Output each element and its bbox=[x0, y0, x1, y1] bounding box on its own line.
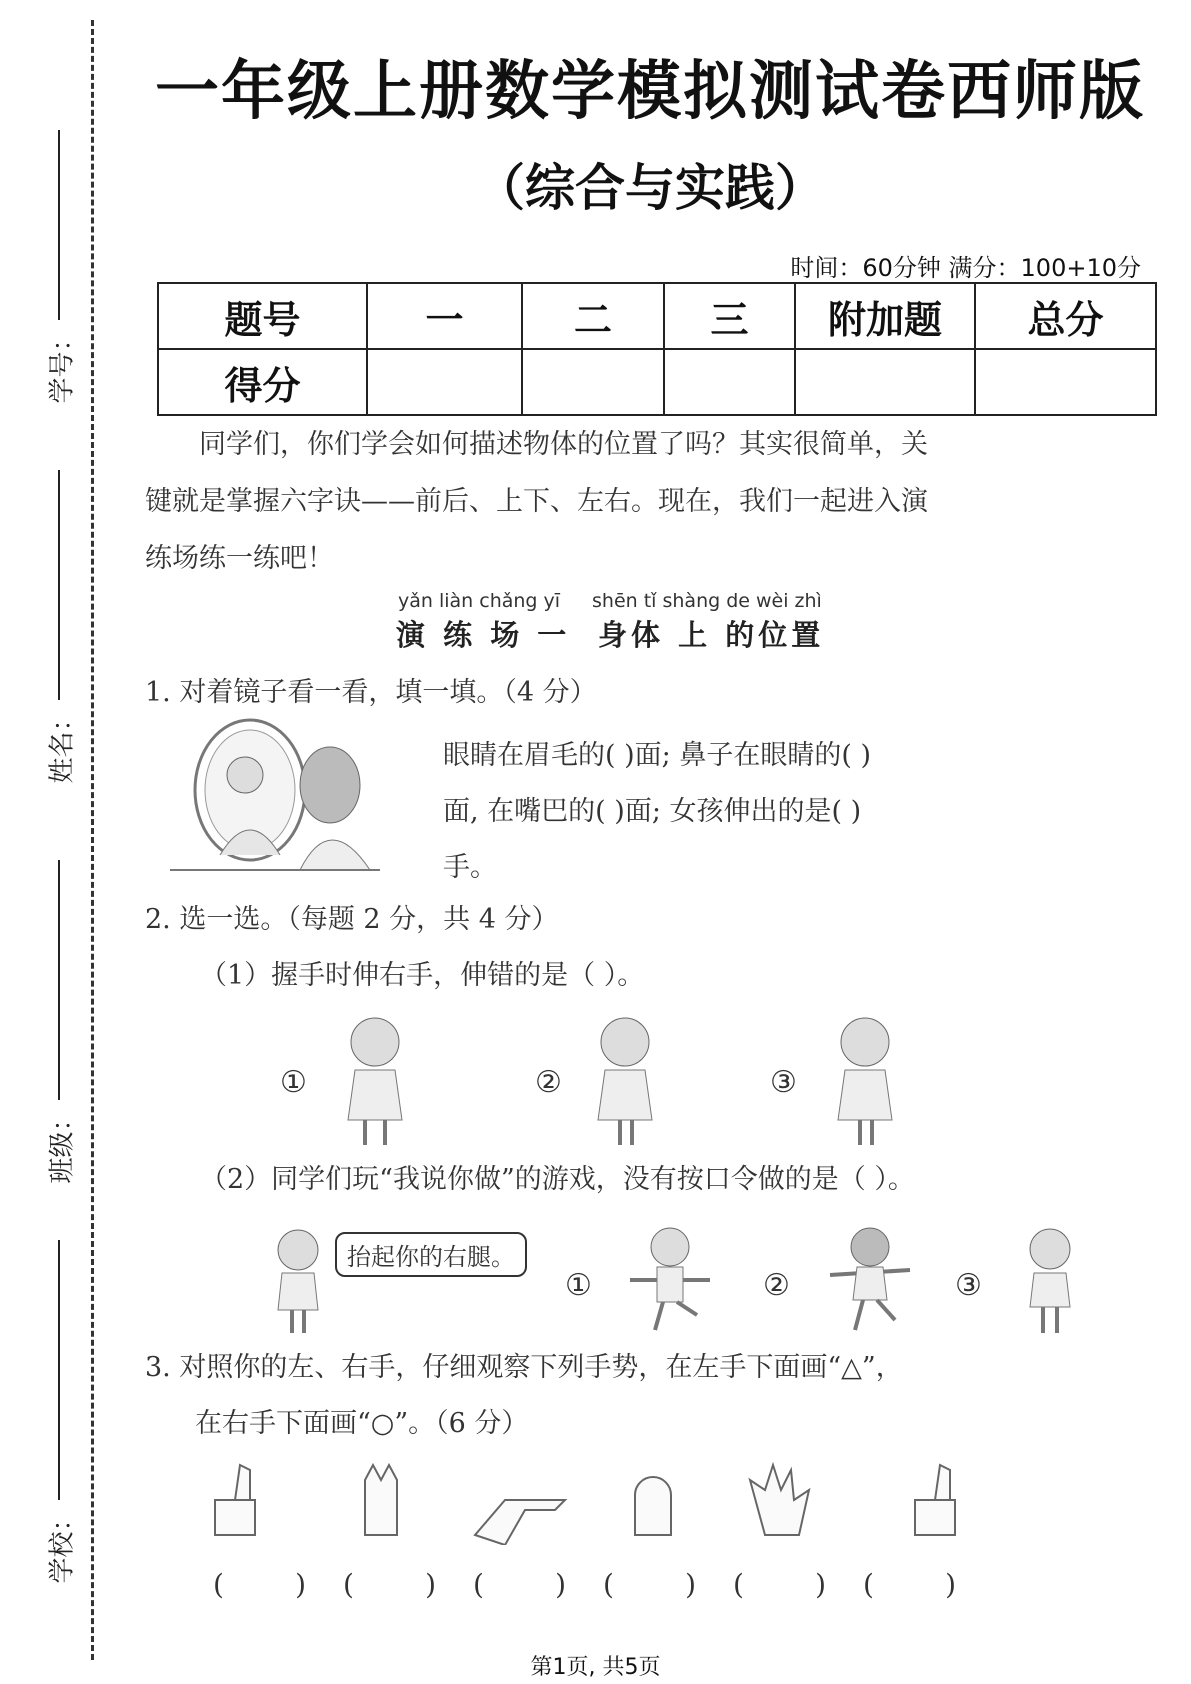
name-line bbox=[58, 470, 60, 700]
header-cell: 一 bbox=[367, 283, 522, 349]
option-1-label: ① bbox=[565, 1268, 592, 1303]
class-line bbox=[58, 860, 60, 1100]
name-label: 姓名： bbox=[47, 705, 78, 784]
hand-gestures-illustration bbox=[205, 1460, 1085, 1545]
answer-blank-2[interactable]: ( ) bbox=[343, 1568, 437, 1601]
q1-line: 手。 bbox=[443, 852, 497, 883]
answer-blank-3[interactable]: ( ) bbox=[473, 1568, 567, 1601]
page-footer: 第1页, 共5页 bbox=[530, 1655, 661, 1680]
header-cell: 三 bbox=[664, 283, 795, 349]
score-cell[interactable] bbox=[367, 349, 522, 415]
binding-dashed-line bbox=[91, 20, 94, 1660]
page-title: 一年级上册数学模拟测试卷西师版 bbox=[155, 55, 1145, 129]
girl-figure-3 bbox=[830, 1010, 900, 1150]
option-2-label: ② bbox=[535, 1065, 562, 1100]
page-subtitle: （综合与实践） bbox=[475, 159, 825, 217]
q3-line: 在右手下面画“○”。（6 分） bbox=[195, 1408, 529, 1439]
section-pinyin-2: shēn tǐ shàng de wèi zhì bbox=[592, 590, 822, 612]
question-1-title: 1. 对着镜子看一看，填一填。（4 分） bbox=[145, 677, 597, 708]
girl-figure-2 bbox=[590, 1010, 660, 1150]
question-3 bbox=[145, 1340, 903, 1452]
score-cell[interactable] bbox=[522, 349, 664, 415]
intro-line: 练场练一练吧！ bbox=[145, 543, 334, 574]
header-cell: 二 bbox=[522, 283, 664, 349]
header-cell: 总分 bbox=[975, 283, 1156, 349]
girl-figure-1 bbox=[340, 1010, 410, 1150]
section-title-1: 演 练 场 一 bbox=[396, 618, 571, 652]
student-id-line bbox=[58, 130, 60, 320]
class-label: 班级： bbox=[47, 1105, 78, 1184]
section-title-2: 身体 上 的位置 bbox=[598, 618, 825, 652]
intro-paragraph bbox=[145, 416, 1105, 587]
answer-blank-6[interactable]: ( ) bbox=[863, 1568, 957, 1601]
score-table-score-row bbox=[158, 349, 1156, 415]
answer-blank-4[interactable]: ( ) bbox=[603, 1568, 697, 1601]
intro-line: 键就是掌握六字诀——前后、上下、左右。现在，我们一起进入演 bbox=[145, 486, 928, 517]
answer-blank-5[interactable]: ( ) bbox=[733, 1568, 827, 1601]
section-pinyin-1: yǎn liàn chǎng yī bbox=[398, 590, 561, 612]
boy-raising-leg-figure bbox=[625, 1225, 715, 1335]
intro-line: 同学们，你们学会如何描述物体的位置了吗？其实很简单，关 bbox=[199, 429, 928, 460]
mirror-girl-illustration bbox=[170, 715, 400, 875]
school-line bbox=[58, 1240, 60, 1500]
score-cell[interactable] bbox=[795, 349, 975, 415]
question-2-title: 2. 选一选。（每题 2 分，共 4 分） bbox=[145, 904, 559, 935]
student-id-label: 学号： bbox=[47, 325, 78, 404]
girl-standing-figure bbox=[1015, 1225, 1085, 1335]
answer-blank-1[interactable]: ( ) bbox=[213, 1568, 307, 1601]
question-1-body bbox=[443, 728, 871, 896]
score-cell[interactable] bbox=[975, 349, 1156, 415]
header-cell: 附加题 bbox=[795, 283, 975, 349]
score-table-header-row bbox=[158, 283, 1156, 349]
row-label: 得分 bbox=[158, 349, 367, 415]
time-info: 时间：60分钟 满分：100+10分 bbox=[790, 254, 1141, 282]
q1-line: 眼睛在眉毛的( )面; 鼻子在眼睛的( ) bbox=[443, 740, 871, 771]
speaking-girl-figure bbox=[268, 1225, 328, 1335]
option-1-label: ① bbox=[280, 1065, 307, 1100]
question-2-sub2: （2）同学们玩“我说你做”的游戏，没有按口令做的是（ ）。 bbox=[200, 1164, 915, 1195]
q1-line: 面, 在嘴巴的( )面; 女孩伸出的是( ) bbox=[443, 796, 862, 827]
question-2-sub1: （1）握手时伸右手，伸错的是（ ）。 bbox=[200, 960, 645, 991]
option-3-label: ③ bbox=[955, 1268, 982, 1303]
score-table bbox=[157, 282, 1157, 416]
school-label: 学校： bbox=[47, 1505, 78, 1584]
header-cell: 题号 bbox=[158, 283, 367, 349]
option-2-label: ② bbox=[763, 1268, 790, 1303]
speech-bubble: 抬起你的右腿。 bbox=[335, 1232, 527, 1277]
option-3-label: ③ bbox=[770, 1065, 797, 1100]
girl-raising-leg-figure bbox=[825, 1225, 915, 1335]
score-cell[interactable] bbox=[664, 349, 795, 415]
q3-line: 3. 对照你的左、右手，仔细观察下列手势，在左手下面画“△”， bbox=[145, 1352, 903, 1383]
